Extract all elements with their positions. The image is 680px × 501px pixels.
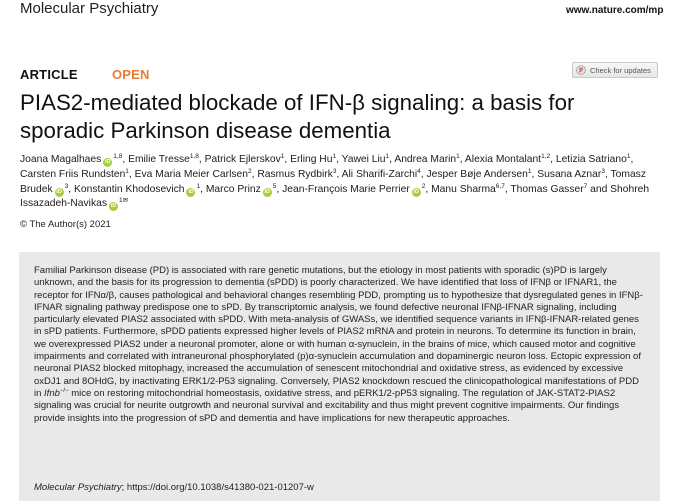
- author-affiliation-sup: 3: [332, 167, 337, 175]
- author-affiliation-sup: 1: [332, 153, 337, 160]
- email-icon[interactable]: ✉: [122, 197, 129, 205]
- author-name[interactable]: Tomasz Brudek: [20, 168, 646, 195]
- author-name[interactable]: Thomas Gasser: [510, 183, 584, 195]
- check-for-updates-label: Check for updates: [590, 65, 651, 75]
- author-name[interactable]: Carsten Friis Rundsten: [20, 168, 126, 180]
- author-affiliation-sup: 1: [125, 167, 129, 175]
- author-affiliation-sup: 7: [583, 182, 588, 190]
- author-name[interactable]: Shohreh Issazadeh-Navikas: [20, 183, 650, 210]
- author-affiliation-sup: 1: [626, 153, 631, 160]
- author-entry[interactable]: [537, 169, 605, 180]
- author-affiliation-sup: 1,2: [541, 153, 551, 160]
- author-affiliation-sup: 4: [417, 167, 421, 175]
- author-entry[interactable]: [394, 154, 459, 165]
- author-entry[interactable]: [556, 154, 631, 165]
- journal-name: Molecular Psychiatry: [20, 0, 159, 17]
- author-affiliation-sup: 1: [196, 182, 201, 190]
- author-affiliation-sup: 3: [64, 182, 69, 190]
- author-entry[interactable]: [465, 154, 550, 165]
- article-title: PIAS2-mediated blockade of IFN-β signaling: a basis for sporadic Parkinson disease dementia: [20, 90, 575, 143]
- abstract-gene-sup: −/−: [59, 387, 69, 394]
- author-entry[interactable]: [74, 184, 200, 195]
- author-list: Joana Magalhaes iD$^{1,8}$, Emilie Tresse$^{1,8}$, Patrick Ejlerskov$^1$, Erling Hu$^1$, Yawei Liu$^1$, Andrea Marin$^1$, Alexia Montalant$^{1,2}$, Letizia Satriano$^1$, Carsten Friis Rundsten$^1$, Eva Maria Meier Carlsen$^2$, Rasmus Rydbirk$^3$, Ali Sharifi-Zarchi$^4$, Jesper Bøje Andersen$^1$, Susana Aznar$^3$, Tomasz Brudek $iD^3$, Konstantin Khodosevich $iD^1$, Marco Prinz $iD^5$, Jean-François Marie Perrier $iD^2$, Manu Sharma$^{6,7}$, Thomas Gasser$^7$ and Shohreh Issazadeh-Navikas $iD^{1✉}$: [20, 153, 650, 210]
- author-name[interactable]: Andrea Marin: [394, 154, 457, 165]
- author-name[interactable]: Manu Sharma: [431, 183, 496, 195]
- copyright-notice: © The Author(s) 2021: [20, 219, 111, 230]
- author-entry[interactable]: [257, 169, 336, 180]
- author-name[interactable]: Jesper Bøje Andersen: [426, 168, 528, 180]
- abstract-text: [34, 265, 646, 425]
- citation-journal: Molecular Psychiatry: [34, 482, 122, 493]
- author-affiliation-sup: 1: [456, 153, 460, 160]
- author-affiliation-sup: 2: [247, 167, 252, 175]
- author-entry[interactable]: [290, 154, 336, 165]
- author-entry[interactable]: [431, 184, 505, 195]
- author-name[interactable]: Susana Aznar: [537, 168, 602, 180]
- journal-site-link[interactable]: www.nature.com/mp: [566, 5, 664, 16]
- author-separator: and: [587, 183, 611, 195]
- author-name[interactable]: Joana Magalhaes: [20, 154, 102, 165]
- author-name[interactable]: Rasmus Rydbirk: [257, 168, 333, 180]
- author-affiliation-sup: 1,8: [113, 153, 123, 160]
- author-entry[interactable]: [128, 154, 199, 165]
- author-name[interactable]: Marco Prinz: [205, 183, 261, 195]
- author-affiliation-sup: 6,7: [495, 182, 505, 190]
- citation-doi[interactable]: ; https://doi.org/10.1038/s41380-021-01207-w: [121, 482, 314, 493]
- author-name[interactable]: Konstantin Khodosevich: [74, 183, 185, 195]
- author-name[interactable]: Patrick Ejlerskov: [204, 154, 281, 165]
- author-affiliation-sup: 1: [385, 153, 390, 160]
- article-type-label: ARTICLE: [20, 67, 78, 82]
- author-name[interactable]: Yawei Liu: [341, 154, 386, 165]
- author-entry[interactable]: [206, 184, 277, 195]
- author-name[interactable]: Ali Sharifi-Zarchi: [341, 168, 418, 180]
- author-affiliation-sup: 1,8: [189, 153, 199, 160]
- author-entry[interactable]: [342, 154, 390, 165]
- abstract-gene: Ifnb: [44, 387, 60, 399]
- author-affiliation-sup: 1: [527, 167, 532, 175]
- orcid-icon[interactable]: iD: [105, 159, 111, 165]
- orcid-icon[interactable]: iD: [413, 188, 419, 195]
- orcid-icon[interactable]: iD: [188, 188, 194, 195]
- orcid-icon[interactable]: iD: [56, 188, 62, 195]
- author-entry[interactable]: [427, 169, 532, 180]
- abstract-part-1: Familial Parkinson disease (PD) is associated with rare genetic mutations, but the etiology in most patients with sporadic (s)PD is largely unknown, and the basis for its progression to dementia (sPDD) is poorly characterized. We have identified that loss of IFNβ or IFNAR1, the receptor for IFNα/β, causes pathological and behavioral changes resembling PDD, prompting us to hypothesize that dysregulated genes in IFNβ-IFNAR signaling pathway predispose one to sPD. By transcriptomic analysis, we found defective neuronal IFNβ-IFNAR signaling, including particularly elevated PIAS2 associated with sPDD. With meta-analysis of GWASs, we identified sequence variants in IFNβ-IFNAR-related genes in sPD patients. Furthermore, sPDD patients expressed higher levels of PIAS2 mRNA and protein in neurons. To determine its function in brain, we overexpressed PIAS2 under a neuronal promoter, alone or with human α-synuclein, in the brains of mice, which caused motor and cognitive impairments and correlated with intraneuronal phosphorylated (p)α-synuclein accumulation and dopaminergic neuron loss. Ectopic expression of neuronal PIAS2 blocked mitophagy, increased the accumulation of senescent mitochondrial and oxidative stress, as evidenced by excessive oxDJ1 and 8OHdG, by inactivating ERK1/2-P53 signaling. Conversely, PIAS2 knockdown rescued the clinicopathological manifestations of PDD in: [34, 265, 643, 399]
- author-name[interactable]: Eva Maria Meier Carlsen: [134, 168, 248, 180]
- author-name[interactable]: Letizia Satriano: [555, 154, 627, 165]
- check-for-updates-button[interactable]: [572, 62, 658, 78]
- check-updates-icon: [576, 65, 586, 75]
- orcid-icon[interactable]: iD: [264, 188, 271, 195]
- open-access-label: OPEN: [112, 67, 150, 82]
- author-affiliation-sup: 1: [280, 153, 285, 160]
- author-entry[interactable]: [205, 154, 285, 165]
- orcid-icon[interactable]: iD: [110, 203, 117, 210]
- author-name[interactable]: Emilie Tresse: [128, 154, 190, 165]
- author-entry[interactable]: [20, 169, 129, 180]
- author-affiliation-sup: 5: [272, 182, 277, 190]
- author-name[interactable]: Erling Hu: [290, 154, 333, 165]
- abstract-part-2: mice on restoring mitochondrial homeostasis, oxidative stress, and pERK1/2-pP53 signaling. The regulation of JAK-STAT2-PIAS2 signaling was crucial for neurite outgrowth and neuronal survival and excitability and thus might prevent cognitive impairments. Our findings provide insights into the progression of sPD and dementia and have implications for new therapeutic approaches.: [34, 387, 620, 424]
- author-affiliation-sup: 3: [601, 167, 605, 175]
- author-name[interactable]: Alexia Montalant: [464, 154, 542, 165]
- author-entry[interactable]: [135, 169, 252, 180]
- citation-line: [34, 482, 314, 493]
- author-entry[interactable]: [510, 184, 587, 195]
- author-entry[interactable]: [342, 169, 421, 180]
- author-entry[interactable]: [20, 154, 122, 165]
- author-affiliation-sup: 2: [421, 182, 426, 190]
- author-entry[interactable]: [282, 184, 425, 195]
- author-affiliation-sup: 1: [119, 197, 123, 205]
- author-name[interactable]: Jean-François Marie Perrier: [282, 183, 410, 195]
